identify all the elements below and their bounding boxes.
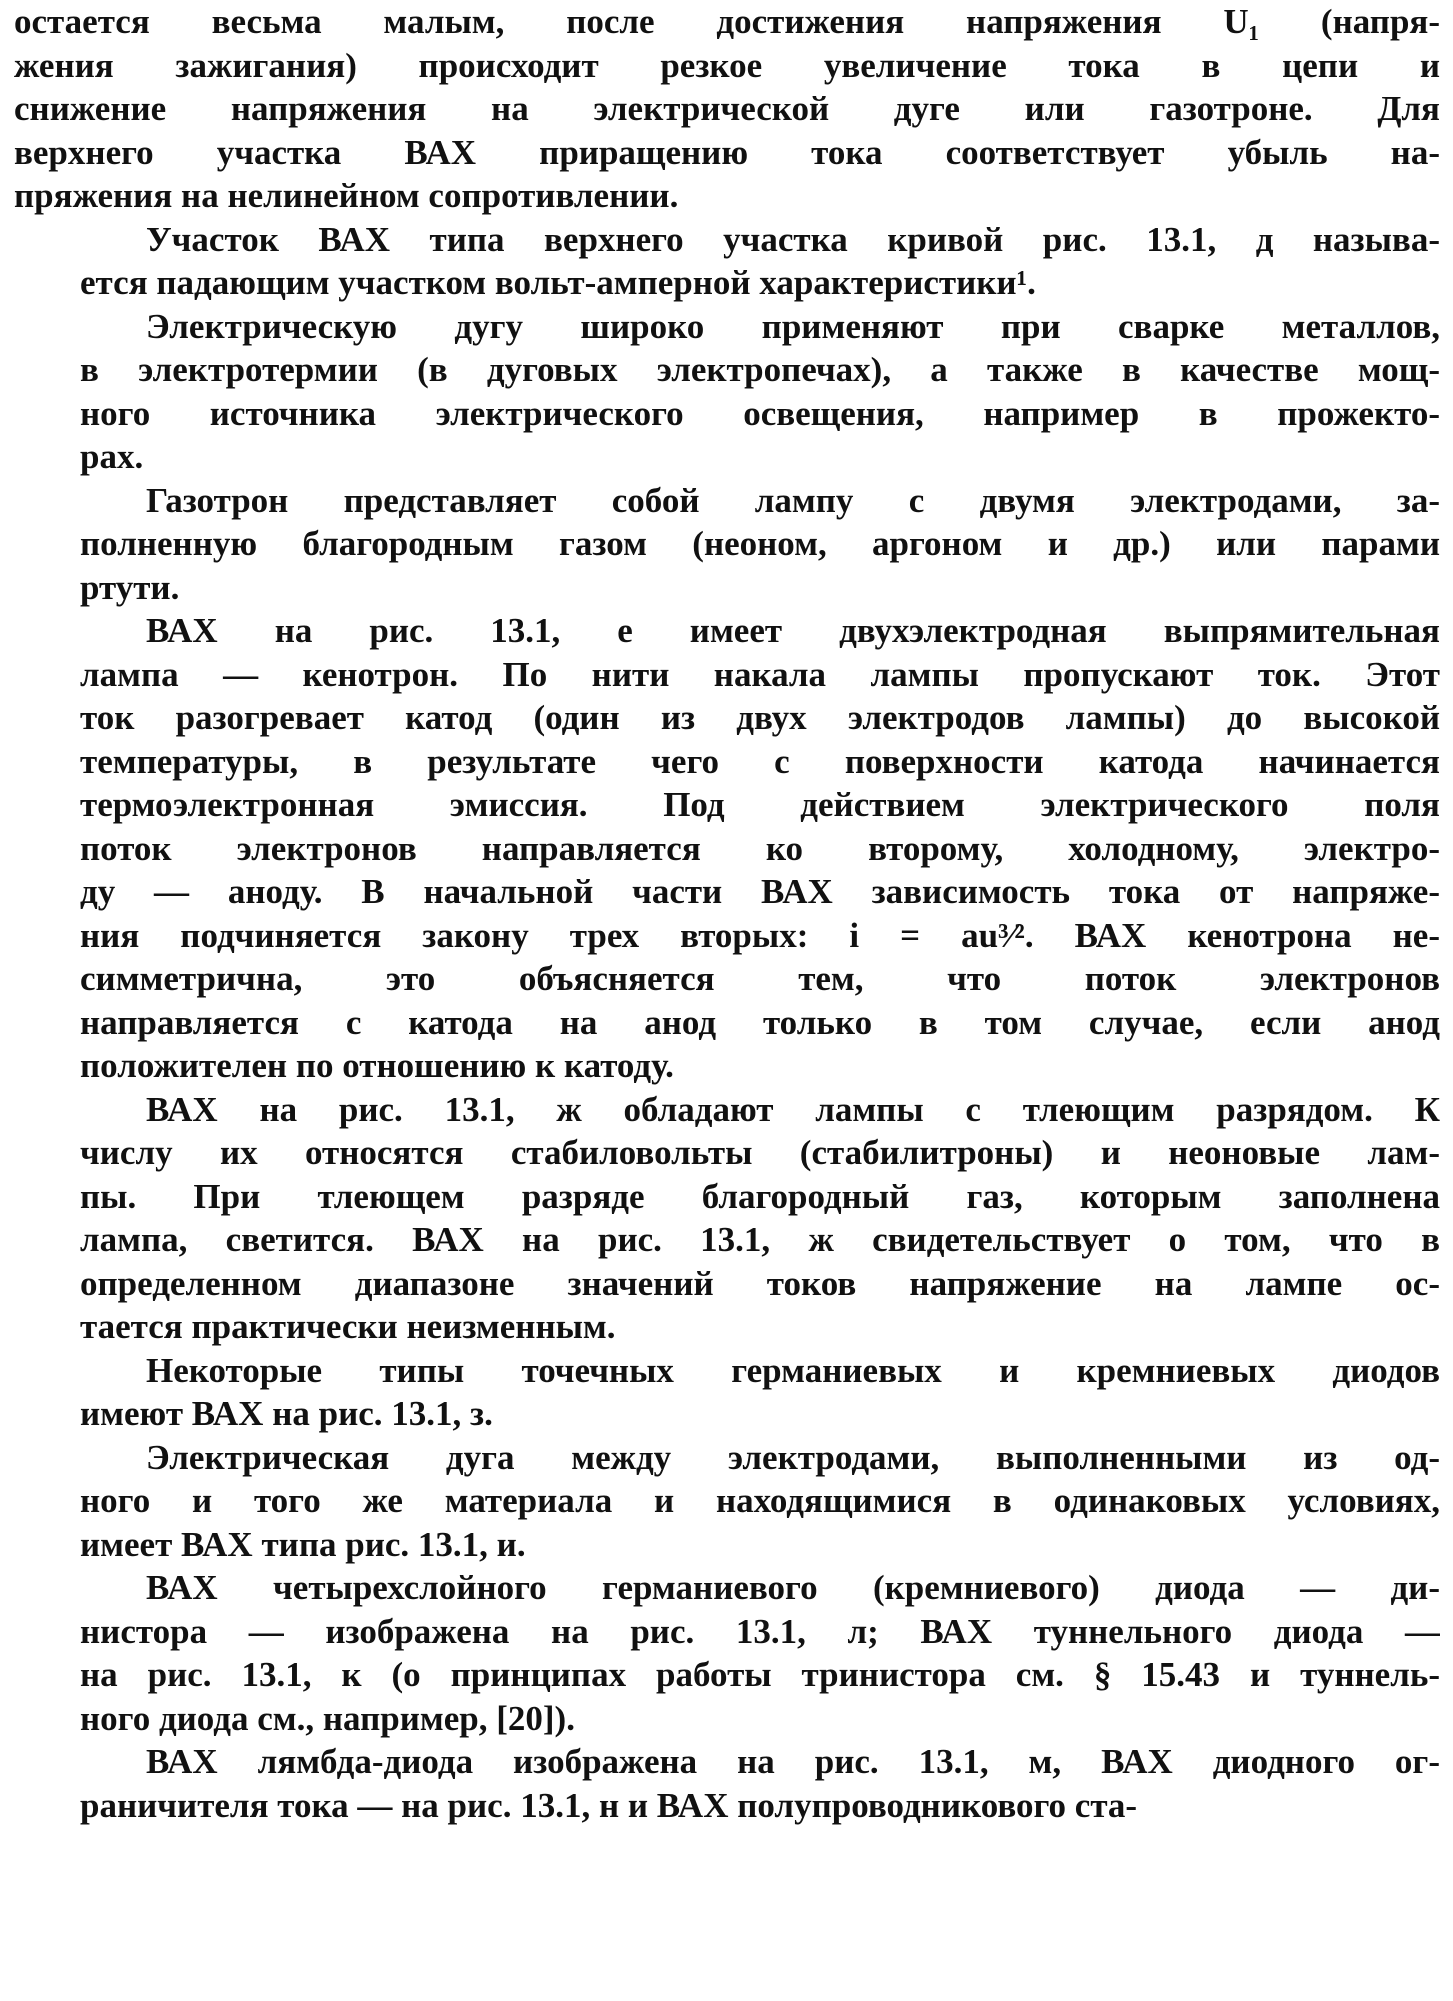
text-line: ду — аноду. В начальной части ВАХ зависимость тока от напряже-: [80, 872, 1440, 911]
text-line: определенном диапазоне значений токов напряжение на лампе ос-: [80, 1263, 1440, 1303]
text-line: полненную благородным газом (неоном, аргоном и др.) или парами: [80, 524, 1440, 563]
paragraph: [14, 1566, 1440, 1740]
text-line: термоэлектронная эмиссия. Под действием электрического поля: [80, 785, 1440, 824]
paragraph: [14, 305, 1440, 479]
text-line: нистора — изображена на рис. 13.1, л; ВАХ туннельного диода —: [80, 1611, 1440, 1651]
text-line: ного и того же материала и находящимися в одинаковых условиях,: [80, 1481, 1440, 1520]
paragraph: [14, 1740, 1440, 1827]
text-line: Газотрон представляет собой лампу с двумя электродами, за-: [146, 480, 1440, 520]
text-line: температуры, в результате чего с поверхности катода начинается: [80, 741, 1440, 781]
text-line: ного диода см., например, [20]).: [80, 1698, 575, 1738]
text-line: ВАХ на рис. 13.1, е имеет двухэлектродная выпрямительная: [146, 611, 1440, 650]
text-line: в электротермии (в дуговых электропечах), а также в качестве мощ-: [80, 350, 1440, 389]
page-body-text: [14, 0, 1440, 1827]
text-line: положителен по отношению к катоду.: [80, 1046, 674, 1085]
text-line: верхнего участка ВАХ приращению тока соответствует убыль на-: [14, 132, 1440, 172]
text-line: остается весьма малым, после достижения напряжения U₁ (напря-: [14, 2, 1440, 41]
paragraph: [14, 0, 1440, 218]
text-line: Участок ВАХ типа верхнего участка кривой рис. 13.1, д называ-: [146, 219, 1440, 259]
text-line: Электрическая дуга между электродами, выполненными из од-: [146, 1437, 1440, 1477]
paragraph: [14, 1349, 1440, 1436]
text-line: имеет ВАХ типа рис. 13.1, и.: [80, 1524, 526, 1564]
text-line: тается практически неизменным.: [80, 1307, 616, 1346]
paragraph: [14, 1088, 1440, 1349]
text-line: числу их относятся стабиловольты (стабилитроны) и неоновые лам-: [80, 1133, 1440, 1172]
text-line: ток разогревает катод (один из двух электродов лампы) до высокой: [80, 698, 1440, 737]
text-line: ния подчиняется закону трех вторых: i = au³⁄². ВАХ кенотрона не-: [80, 915, 1440, 955]
text-line: снижение напряжения на электрической дуге или газотроне. Для: [14, 89, 1440, 128]
text-line: пы. При тлеющем разряде благородный газ, которым заполнена: [80, 1176, 1440, 1216]
text-line: ного источника электрического освещения, например в прожекто-: [80, 393, 1440, 433]
paragraph: [14, 609, 1440, 1088]
paragraph: [14, 218, 1440, 305]
paragraph: [14, 479, 1440, 610]
text-line: Некоторые типы точечных германиевых и кремниевых диодов: [146, 1350, 1440, 1390]
text-line: жения зажигания) происходит резкое увеличение тока в цепи и: [14, 45, 1440, 85]
text-line: лампа, светится. ВАХ на рис. 13.1, ж свидетельствует о том, что в: [80, 1220, 1440, 1259]
text-line: имеют ВАХ на рис. 13.1, з.: [80, 1394, 493, 1433]
text-line: ется падающим участком вольт-амперной характеристики¹.: [80, 263, 1036, 302]
text-line: направляется с катода на анод только в том случае, если анод: [80, 1002, 1440, 1042]
text-line: рах.: [80, 437, 144, 476]
text-line: симметрична, это объясняется тем, что поток электронов: [80, 959, 1440, 998]
text-line: лампа — кенотрон. По нити накала лампы пропускают ток. Этот: [80, 654, 1440, 694]
text-line: на рис. 13.1, к (о принципах работы тринистора см. § 15.43 и туннель-: [80, 1655, 1440, 1694]
text-line: ВАХ лямбда-диода изображена на рис. 13.1, м, ВАХ диодного ог-: [146, 1742, 1440, 1781]
text-line: пряжения на нелинейном сопротивлении.: [14, 176, 679, 215]
text-line: ртути.: [80, 567, 180, 607]
text-line: Электрическую дугу широко применяют при сварке металлов,: [146, 306, 1440, 346]
text-line: поток электронов направляется ко второму, холодному, электро-: [80, 828, 1440, 868]
text-line: ВАХ на рис. 13.1, ж обладают лампы с тлеющим разрядом. К: [146, 1089, 1440, 1129]
text-line: раничителя тока — на рис. 13.1, н и ВАХ полупроводникового ста-: [80, 1785, 1138, 1825]
text-line: ВАХ четырехслойного германиевого (кремниевого) диода — ди-: [146, 1568, 1440, 1607]
paragraph: [14, 1436, 1440, 1567]
